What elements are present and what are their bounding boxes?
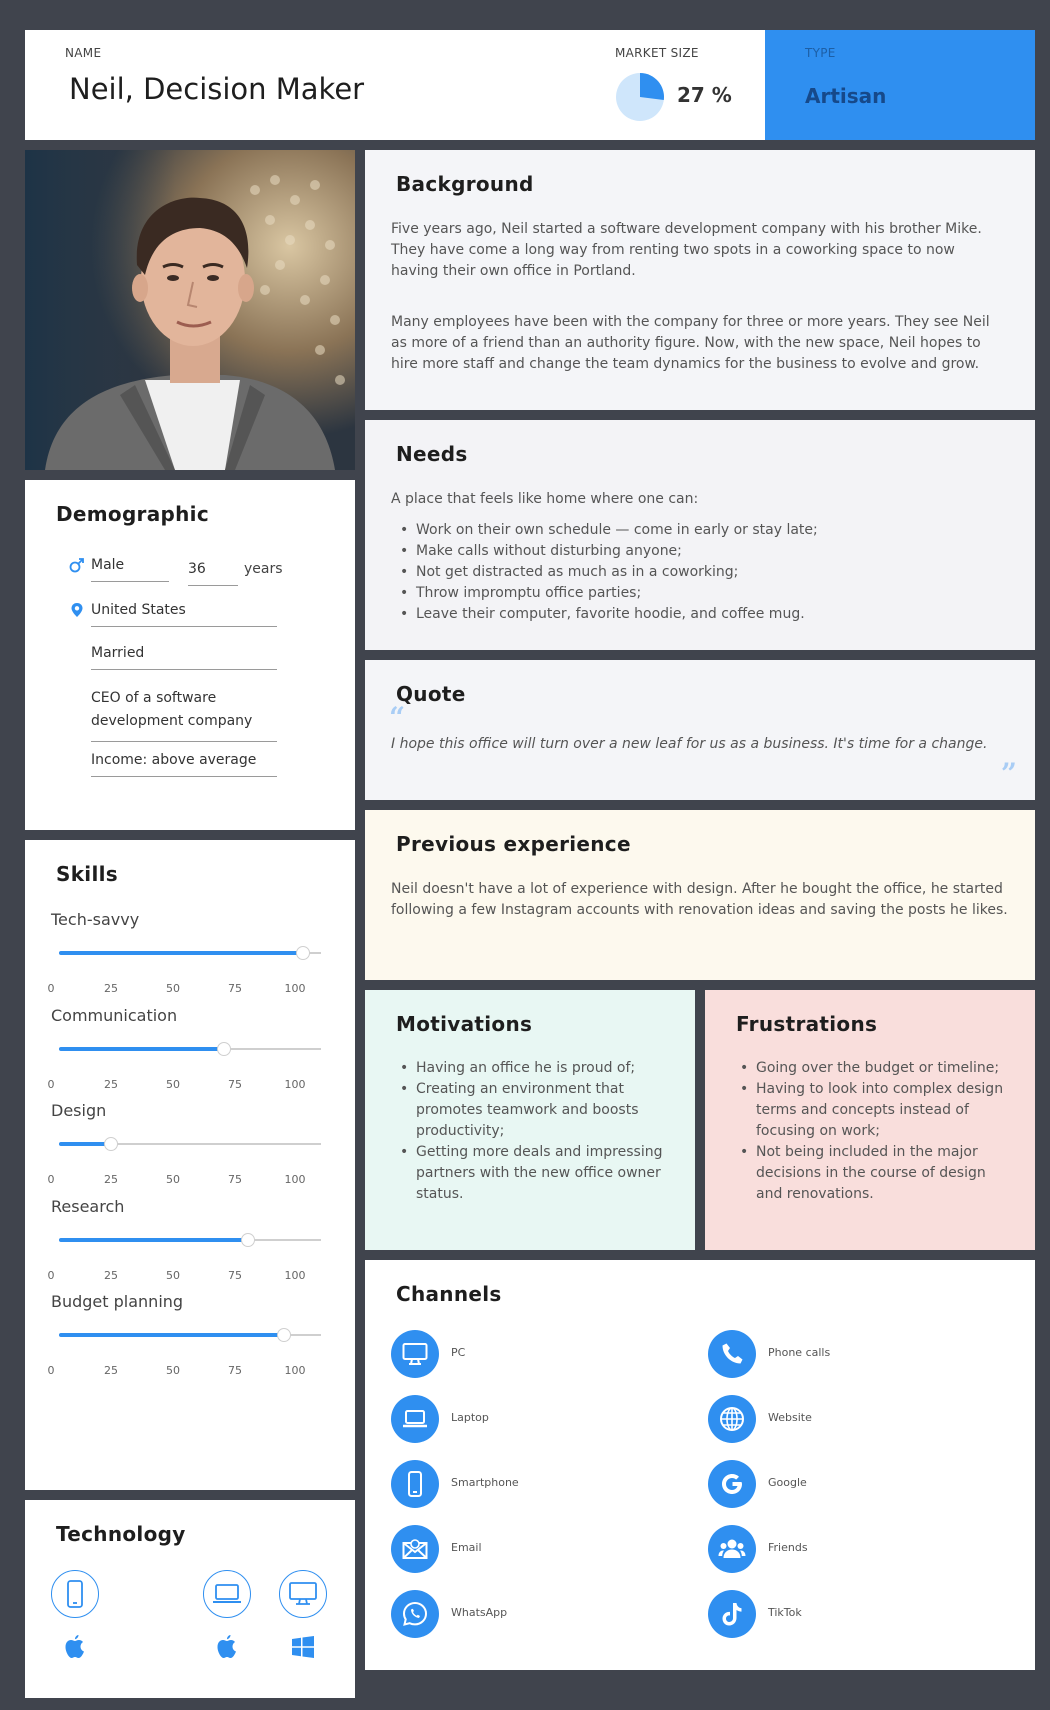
location-pin-icon	[70, 602, 84, 618]
skill-slider-fill	[59, 1047, 224, 1051]
channel-item	[391, 1395, 591, 1443]
frustrations-title: Frustrations	[736, 1012, 878, 1036]
phone-icon	[708, 1330, 756, 1378]
quote-title: Quote	[396, 682, 466, 706]
skill-scale-tick: 0	[47, 1268, 55, 1282]
occupation-field	[91, 687, 277, 742]
skills-title: Skills	[56, 862, 118, 886]
globe-icon	[708, 1395, 756, 1443]
demographic-title: Demographic	[56, 502, 209, 526]
needs-item: • Leave their computer, favorite hoodie, and coffee mug.	[391, 604, 1011, 625]
skill-slider[interactable]	[59, 1334, 321, 1336]
name-label: NAME	[65, 46, 102, 60]
age-field: 36	[188, 561, 238, 586]
gender-field: Male	[91, 557, 169, 582]
skill-scale-tick: 25	[104, 1077, 118, 1091]
market-size-label: MARKET SIZE	[615, 46, 699, 60]
skill-label: Research	[51, 1196, 125, 1216]
skill-scale	[49, 982, 349, 998]
channel-label: Friends	[768, 1541, 808, 1554]
channel-item	[391, 1460, 591, 1508]
skill-row	[25, 1101, 355, 1205]
quote-text: I hope this office will turn over a new leaf for us as a business. It's time for a change.	[391, 736, 988, 752]
quote-card	[365, 660, 1035, 800]
skill-slider-handle[interactable]	[104, 1137, 118, 1151]
market-size-pie	[615, 72, 665, 122]
skill-scale	[49, 1078, 349, 1094]
skill-slider[interactable]	[59, 1048, 321, 1050]
channels-title: Channels	[396, 1282, 502, 1306]
motivations-card	[365, 990, 695, 1250]
portrait-image	[25, 150, 355, 470]
previous-experience-text: Neil doesn't have a lot of experience with design. After he bought the office, he started following a few Instagram accounts with renovation ideas and saving the posts he likes.	[391, 881, 1008, 918]
skill-scale-tick: 75	[228, 1173, 242, 1186]
needs-item: • Throw impromptu office parties;	[391, 583, 1011, 604]
needs-title: Needs	[396, 442, 468, 466]
skill-row	[25, 910, 355, 1014]
type-value: Artisan	[805, 84, 887, 108]
frustrations-card	[705, 990, 1035, 1250]
skill-scale-tick: 50	[166, 982, 180, 995]
apple-icon	[60, 1632, 90, 1662]
skill-scale-tick: 100	[284, 1268, 306, 1282]
background-paragraph-2: Many employees have been with the company for three or more years. They see Neil as more of a friend than an authority figure. Now, with the new space, Neil hopes to hire more staff and change the team dynamics for the business to evolve and grow.	[391, 314, 990, 372]
skill-scale-tick: 100	[284, 1364, 306, 1377]
pie-slice	[640, 73, 664, 100]
skill-scale	[49, 1364, 349, 1380]
technology-card	[25, 1500, 355, 1698]
google-icon	[708, 1460, 756, 1508]
income-field: Income: above average	[91, 752, 277, 777]
skill-scale-tick: 0	[47, 982, 55, 995]
persona-header	[25, 30, 765, 140]
frustrations-list	[731, 1058, 1013, 1205]
motivation-item: • Getting more deals and impressing partners with the new office owner status.	[391, 1142, 673, 1205]
motivations-list	[391, 1058, 673, 1205]
motivation-item: • Creating an environment that promotes teamwork and boosts productivity;	[391, 1079, 673, 1142]
channel-item	[391, 1590, 591, 1638]
skill-scale-tick: 25	[104, 1268, 118, 1282]
channel-label: Laptop	[451, 1411, 489, 1424]
skill-scale-tick: 75	[228, 982, 242, 995]
apple-icon	[212, 1632, 242, 1662]
channel-item	[708, 1395, 908, 1443]
technology-title: Technology	[56, 1522, 186, 1546]
skill-scale-tick: 0	[47, 1364, 55, 1377]
needs-intro: A place that feels like home where one can:	[391, 491, 699, 507]
age-unit: years	[244, 561, 283, 577]
channel-label: PC	[451, 1346, 466, 1359]
skill-scale-tick: 50	[166, 1173, 180, 1186]
skill-slider-handle[interactable]	[241, 1233, 255, 1247]
skill-scale-tick: 75	[228, 1268, 242, 1282]
skill-row	[25, 1292, 355, 1396]
smartphone-icon	[391, 1460, 439, 1508]
windows-icon	[288, 1632, 318, 1662]
laptop-icon	[391, 1395, 439, 1443]
skill-scale-tick: 100	[284, 1077, 306, 1091]
frustration-item: • Going over the budget or timeline;	[731, 1058, 1013, 1079]
skill-slider[interactable]	[59, 1239, 321, 1241]
skill-scale-tick: 50	[166, 1268, 180, 1282]
skill-scale-tick: 0	[47, 1077, 55, 1091]
channel-item	[391, 1330, 591, 1378]
skill-slider-fill	[59, 951, 303, 955]
country-field: United States	[91, 602, 277, 627]
channel-label: WhatsApp	[451, 1606, 508, 1619]
frustration-item: • Having to look into complex design terms and concepts instead of focusing on work;	[731, 1079, 1013, 1142]
needs-card	[365, 420, 1035, 650]
desktop-icon	[391, 1330, 439, 1378]
channel-item	[391, 1525, 591, 1573]
skill-scale-tick: 75	[228, 1077, 242, 1091]
friends-icon	[708, 1525, 756, 1573]
type-label: TYPE	[805, 46, 836, 60]
occupation-line-1: CEO of a software	[91, 690, 217, 706]
type-box	[765, 30, 1035, 140]
tiktok-icon	[708, 1590, 756, 1638]
background-paragraph-1: Five years ago, Neil started a software development company with his brother Mike. They have come a long way from renting two spots in a coworking space to now having their own office in Portland.	[391, 221, 982, 279]
channel-label: Phone calls	[768, 1346, 831, 1359]
skill-slider-fill	[59, 1238, 248, 1242]
occupation-line-2: development company	[91, 713, 253, 729]
email-icon	[391, 1525, 439, 1573]
background-title: Background	[396, 172, 534, 196]
male-icon	[69, 557, 85, 573]
skill-slider-fill	[59, 1333, 284, 1337]
skill-scale-tick: 25	[104, 982, 118, 995]
motivation-item: • Having an office he is proud of;	[391, 1058, 673, 1079]
skill-slider-handle[interactable]	[296, 946, 310, 960]
needs-item: • Not get distracted as much as in a coworking;	[391, 562, 1011, 583]
marital-status-field: Married	[91, 645, 277, 670]
skill-scale-tick: 100	[284, 982, 306, 995]
skill-scale-tick: 100	[284, 1173, 306, 1186]
skill-label: Tech-savvy	[51, 910, 140, 929]
desktop-device-icon	[279, 1570, 327, 1618]
channel-label: Email	[451, 1541, 482, 1554]
previous-experience-card	[365, 810, 1035, 980]
open-quote-icon: “	[389, 701, 406, 734]
skill-label: Design	[51, 1101, 107, 1120]
skill-label: Communication	[51, 1005, 178, 1025]
channel-item	[708, 1460, 908, 1508]
motivations-title: Motivations	[396, 1012, 533, 1036]
channel-label: Website	[768, 1411, 812, 1424]
skill-scale	[49, 1269, 349, 1285]
skill-scale-tick: 25	[104, 1364, 118, 1377]
demographic-card	[25, 480, 355, 830]
skill-scale-tick: 50	[166, 1364, 180, 1377]
channel-label: TikTok	[768, 1606, 802, 1619]
market-size-value: 27 %	[677, 83, 732, 107]
previous-experience-title: Previous experience	[396, 832, 631, 856]
skill-row	[25, 1006, 355, 1110]
whatsapp-icon	[391, 1590, 439, 1638]
channel-item	[708, 1590, 908, 1638]
skill-slider[interactable]	[59, 1143, 321, 1145]
needs-list	[391, 520, 1011, 625]
skill-scale-tick: 25	[104, 1173, 118, 1186]
channels-card	[365, 1260, 1035, 1670]
persona-photo	[25, 150, 355, 470]
needs-item: • Work on their own schedule — come in early or stay late;	[391, 520, 1011, 541]
background-card	[365, 150, 1035, 410]
skill-scale-tick: 50	[166, 1077, 180, 1091]
channel-label: Smartphone	[451, 1476, 519, 1489]
skill-slider[interactable]	[59, 952, 321, 954]
persona-name: Neil, Decision Maker	[69, 72, 365, 106]
skill-slider-handle[interactable]	[277, 1328, 291, 1342]
smartphone-device-icon	[51, 1570, 99, 1618]
skill-row	[25, 1197, 355, 1301]
channel-item	[708, 1525, 908, 1573]
skills-card	[25, 840, 355, 1490]
needs-item: • Make calls without disturbing anyone;	[391, 541, 1011, 562]
skill-slider-handle[interactable]	[217, 1042, 231, 1056]
close-quote-icon: ”	[1000, 757, 1017, 790]
skill-scale	[49, 1173, 349, 1189]
skill-scale-tick: 75	[228, 1364, 242, 1377]
channel-item	[708, 1330, 908, 1378]
laptop-device-icon	[203, 1570, 251, 1618]
skill-label: Budget planning	[51, 1292, 184, 1311]
channel-label: Google	[768, 1476, 807, 1489]
skill-scale-tick: 0	[47, 1173, 55, 1186]
frustration-item: • Not being included in the major decisions in the course of design and renovations.	[731, 1142, 1013, 1205]
